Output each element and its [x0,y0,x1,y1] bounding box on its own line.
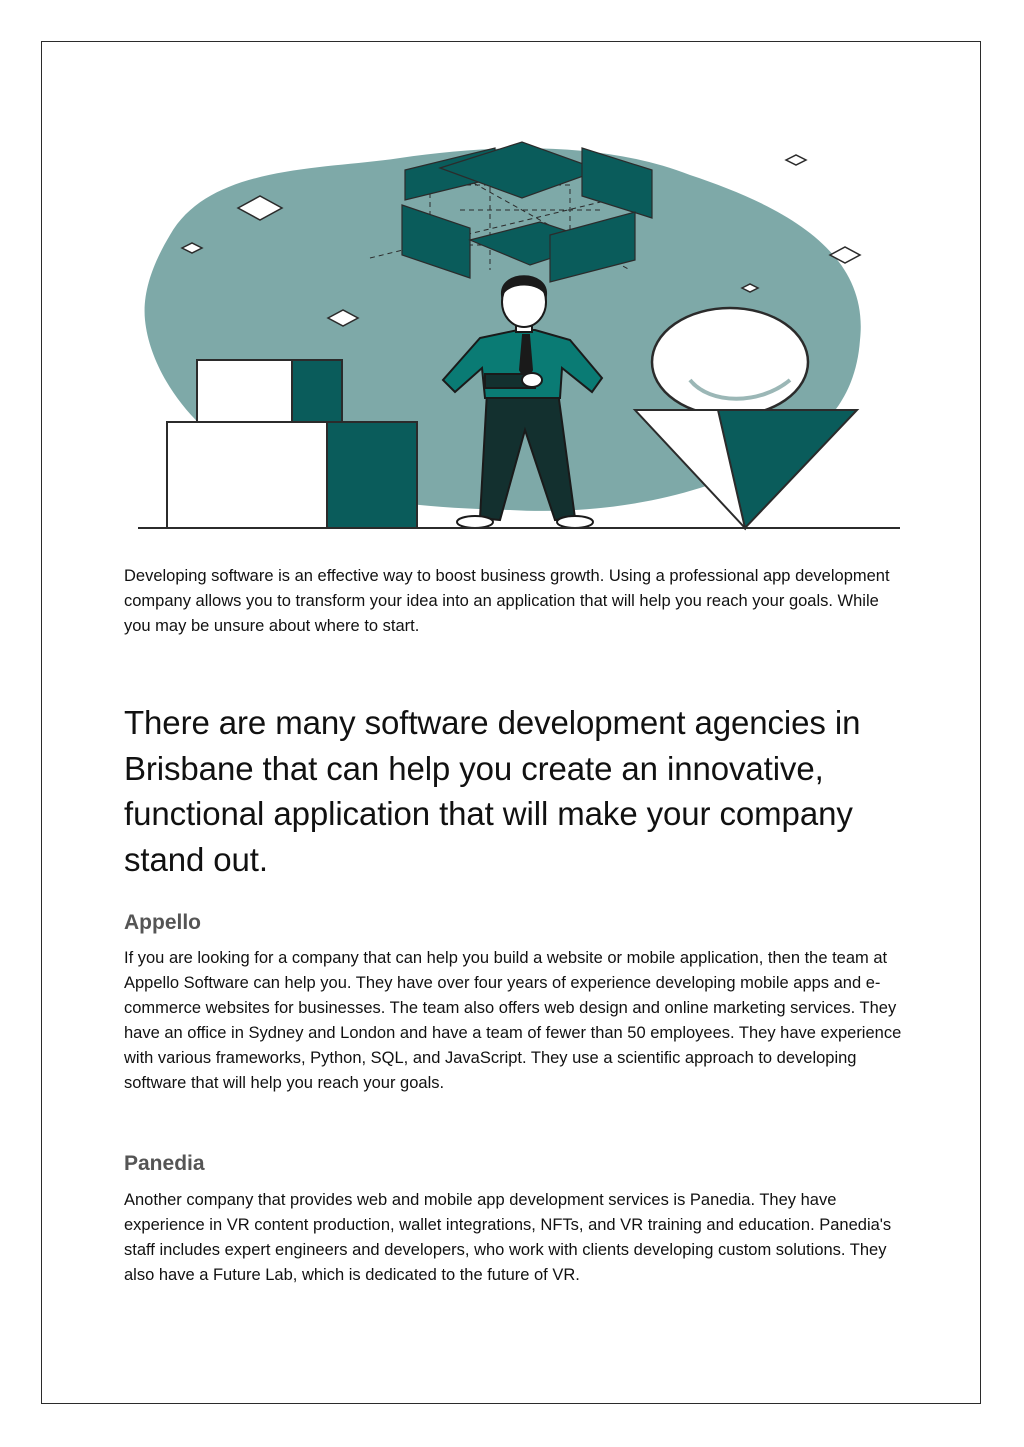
headline: There are many software development agencies in Brisbane that can help you create an innovative, functional application that will make your company stand out. [124,704,861,878]
section-body-appello: If you are looking for a company that can help you build a website or mobile application, then the team at Appello Software can help you. They have over four years of experience developing mobile apps and e-commerce websites for businesses. The team also offers web design and online marketing services. They have an office in Sydney and London and have a team of fewer than 50 employees. They have experience with various frameworks, Python, SQL, and JavaScript. They use a scientific approach to developing software that will help you reach your goals. [124,949,902,1092]
section-title-panedia: Panedia [124,1152,205,1175]
sphere-shape [652,308,808,416]
intro-paragraph: Developing software is an effective way to boost business growth. Using a professional app development company allows you to transform your idea into an application that will help you reach your goals. While you may be unsure about where to start. [124,567,890,635]
section-body-panedia: Another company that provides web and mobile app development services is Panedia. They have experience in VR content production, wallet integrations, NFTs, and VR training and education. Panedia's staff includes expert engineers and developers, who work with clients developing custom solutions. They also have a Future Lab, which is dedicated to the future of VR. [124,1191,892,1284]
section-title-appello: Appello [124,911,201,934]
illustration-man-with-shapes [130,130,910,540]
